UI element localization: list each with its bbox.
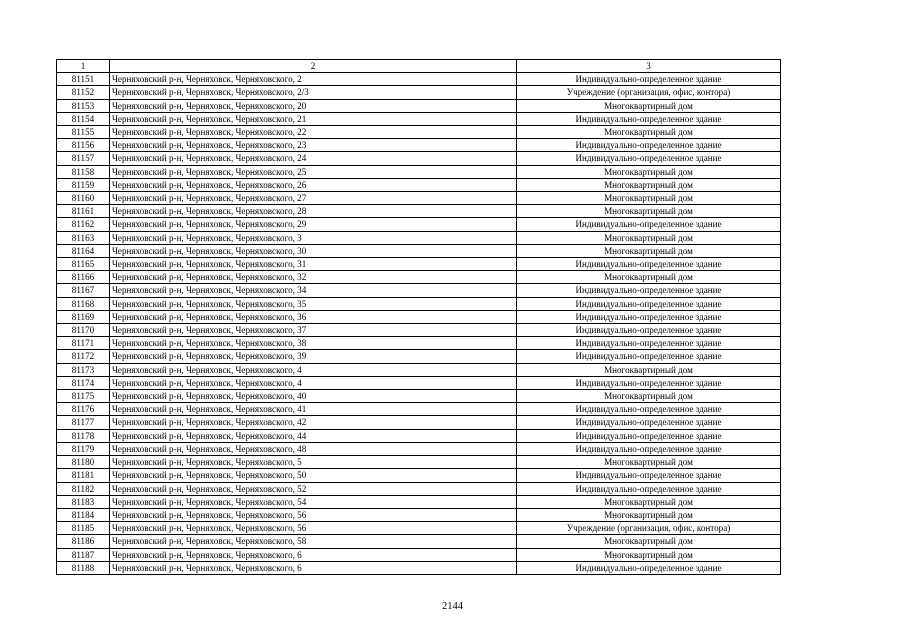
row-type-cell: Индивидуально-определенное здание <box>517 152 781 165</box>
row-id-cell: 81185 <box>57 522 110 535</box>
row-type-cell: Индивидуально-определенное здание <box>517 416 781 429</box>
row-id-cell: 81164 <box>57 244 110 257</box>
table-row <box>57 522 781 535</box>
row-address-cell: Черняховский р-н, Черняховск, Черняховского, 52 <box>110 482 517 495</box>
row-address-cell: Черняховский р-н, Черняховск, Черняховского, 44 <box>110 429 517 442</box>
row-address-cell: Черняховский р-н, Черняховск, Черняховского, 21 <box>110 112 517 125</box>
row-address-cell: Черняховский р-н, Черняховск, Черняховского, 29 <box>110 218 517 231</box>
row-id-cell: 81162 <box>57 218 110 231</box>
row-type-cell: Многоквартирный дом <box>517 495 781 508</box>
table-row <box>57 456 781 469</box>
row-id-cell: 81176 <box>57 403 110 416</box>
row-id-cell: 81165 <box>57 258 110 271</box>
table-row <box>57 548 781 561</box>
row-id-cell: 81161 <box>57 205 110 218</box>
table-row <box>57 535 781 548</box>
row-id-cell: 81173 <box>57 363 110 376</box>
table-row <box>57 403 781 416</box>
row-address-cell: Черняховский р-н, Черняховск, Черняховского, 58 <box>110 535 517 548</box>
page-number: 2144 <box>442 601 463 612</box>
row-type-cell: Индивидуально-определенное здание <box>517 112 781 125</box>
table-row <box>57 231 781 244</box>
row-type-cell: Индивидуально-определенное здание <box>517 350 781 363</box>
row-id-cell: 81156 <box>57 139 110 152</box>
row-id-cell: 81172 <box>57 350 110 363</box>
header-cell-1: 1 <box>57 60 110 73</box>
row-id-cell: 81169 <box>57 310 110 323</box>
row-address-cell: Черняховский р-н, Черняховск, Черняховского, 24 <box>110 152 517 165</box>
row-address-cell: Черняховский р-н, Черняховск, Черняховского, 42 <box>110 416 517 429</box>
table-row <box>57 178 781 191</box>
row-address-cell: Черняховский р-н, Черняховск, Черняховского, 39 <box>110 350 517 363</box>
table-row <box>57 429 781 442</box>
row-type-cell: Индивидуально-определенное здание <box>517 376 781 389</box>
row-id-cell: 81166 <box>57 271 110 284</box>
table-row <box>57 376 781 389</box>
row-address-cell: Черняховский р-н, Черняховск, Черняховского, 54 <box>110 495 517 508</box>
row-address-cell: Черняховский р-н, Черняховск, Черняховского, 35 <box>110 297 517 310</box>
table-row <box>57 165 781 178</box>
row-address-cell: Черняховский р-н, Черняховск, Черняховского, 4 <box>110 376 517 389</box>
row-address-cell: Черняховский р-н, Черняховск, Черняховского, 40 <box>110 390 517 403</box>
table-row <box>57 482 781 495</box>
row-type-cell: Индивидуально-определенное здание <box>517 324 781 337</box>
row-id-cell: 81157 <box>57 152 110 165</box>
row-address-cell: Черняховский р-н, Черняховск, Черняховского, 56 <box>110 508 517 521</box>
table-row <box>57 192 781 205</box>
row-id-cell: 81158 <box>57 165 110 178</box>
table-row <box>57 284 781 297</box>
row-type-cell: Многоквартирный дом <box>517 535 781 548</box>
table-row <box>57 112 781 125</box>
table-row <box>57 152 781 165</box>
table-row <box>57 469 781 482</box>
row-address-cell: Черняховский р-н, Черняховск, Черняховского, 3 <box>110 231 517 244</box>
row-id-cell: 81178 <box>57 429 110 442</box>
table-row <box>57 508 781 521</box>
table-header-row <box>57 60 781 73</box>
row-type-cell: Многоквартирный дом <box>517 244 781 257</box>
row-id-cell: 81188 <box>57 561 110 574</box>
row-address-cell: Черняховский р-н, Черняховск, Черняховского, 28 <box>110 205 517 218</box>
row-type-cell: Индивидуально-определенное здание <box>517 442 781 455</box>
table-row <box>57 139 781 152</box>
table-row <box>57 218 781 231</box>
row-address-cell: Черняховский р-н, Черняховск, Черняховского, 25 <box>110 165 517 178</box>
row-type-cell: Индивидуально-определенное здание <box>517 297 781 310</box>
row-address-cell: Черняховский р-н, Черняховск, Черняховского, 34 <box>110 284 517 297</box>
row-type-cell: Многоквартирный дом <box>517 271 781 284</box>
table-row <box>57 73 781 86</box>
row-type-cell: Многоквартирный дом <box>517 126 781 139</box>
row-address-cell: Черняховский р-н, Черняховск, Черняховского, 48 <box>110 442 517 455</box>
table-row <box>57 324 781 337</box>
row-type-cell: Многоквартирный дом <box>517 363 781 376</box>
row-id-cell: 81171 <box>57 337 110 350</box>
row-type-cell: Индивидуально-определенное здание <box>517 139 781 152</box>
row-id-cell: 81183 <box>57 495 110 508</box>
row-type-cell: Многоквартирный дом <box>517 99 781 112</box>
row-id-cell: 81154 <box>57 112 110 125</box>
row-address-cell: Черняховский р-н, Черняховск, Черняховского, 4 <box>110 363 517 376</box>
row-address-cell: Черняховский р-н, Черняховск, Черняховского, 6 <box>110 561 517 574</box>
table-row <box>57 350 781 363</box>
table-row <box>57 310 781 323</box>
table-row <box>57 258 781 271</box>
row-type-cell: Индивидуально-определенное здание <box>517 284 781 297</box>
row-type-cell: Индивидуально-определенное здание <box>517 73 781 86</box>
row-id-cell: 81180 <box>57 456 110 469</box>
row-address-cell: Черняховский р-н, Черняховск, Черняховского, 5 <box>110 456 517 469</box>
row-id-cell: 81167 <box>57 284 110 297</box>
row-address-cell: Черняховский р-н, Черняховск, Черняховского, 32 <box>110 271 517 284</box>
data-table <box>56 59 781 575</box>
row-address-cell: Черняховский р-н, Черняховск, Черняховского, 50 <box>110 469 517 482</box>
row-id-cell: 81186 <box>57 535 110 548</box>
row-id-cell: 81187 <box>57 548 110 561</box>
table-row <box>57 416 781 429</box>
row-address-cell: Черняховский р-н, Черняховск, Черняховского, 30 <box>110 244 517 257</box>
row-id-cell: 81160 <box>57 192 110 205</box>
table-row <box>57 126 781 139</box>
row-id-cell: 81179 <box>57 442 110 455</box>
row-id-cell: 81152 <box>57 86 110 99</box>
row-id-cell: 81184 <box>57 508 110 521</box>
header-cell-3: 3 <box>517 60 781 73</box>
row-type-cell: Индивидуально-определенное здание <box>517 218 781 231</box>
table-body <box>57 60 781 575</box>
table-row <box>57 86 781 99</box>
row-type-cell: Индивидуально-определенное здание <box>517 482 781 495</box>
row-type-cell: Индивидуально-определенное здание <box>517 258 781 271</box>
table-row <box>57 244 781 257</box>
row-id-cell: 81153 <box>57 99 110 112</box>
row-type-cell: Индивидуально-определенное здание <box>517 337 781 350</box>
row-type-cell: Многоквартирный дом <box>517 390 781 403</box>
row-id-cell: 81168 <box>57 297 110 310</box>
row-id-cell: 81155 <box>57 126 110 139</box>
table-row <box>57 99 781 112</box>
row-id-cell: 81181 <box>57 469 110 482</box>
row-type-cell: Многоквартирный дом <box>517 192 781 205</box>
row-id-cell: 81170 <box>57 324 110 337</box>
row-id-cell: 81182 <box>57 482 110 495</box>
table-row <box>57 205 781 218</box>
row-address-cell: Черняховский р-н, Черняховск, Черняховского, 23 <box>110 139 517 152</box>
row-address-cell: Черняховский р-н, Черняховск, Черняховского, 31 <box>110 258 517 271</box>
table-row <box>57 297 781 310</box>
row-address-cell: Черняховский р-н, Черняховск, Черняховского, 41 <box>110 403 517 416</box>
table-row <box>57 337 781 350</box>
row-address-cell: Черняховский р-н, Черняховск, Черняховского, 2/3 <box>110 86 517 99</box>
row-id-cell: 81159 <box>57 178 110 191</box>
row-address-cell: Черняховский р-н, Черняховск, Черняховского, 2 <box>110 73 517 86</box>
row-type-cell: Многоквартирный дом <box>517 508 781 521</box>
table-row <box>57 561 781 574</box>
table-row <box>57 495 781 508</box>
row-address-cell: Черняховский р-н, Черняховск, Черняховского, 20 <box>110 99 517 112</box>
row-address-cell: Черняховский р-н, Черняховск, Черняховского, 26 <box>110 178 517 191</box>
row-address-cell: Черняховский р-н, Черняховск, Черняховского, 36 <box>110 310 517 323</box>
row-address-cell: Черняховский р-н, Черняховск, Черняховского, 37 <box>110 324 517 337</box>
row-type-cell: Многоквартирный дом <box>517 231 781 244</box>
row-type-cell: Многоквартирный дом <box>517 456 781 469</box>
row-id-cell: 81175 <box>57 390 110 403</box>
row-id-cell: 81177 <box>57 416 110 429</box>
table-row <box>57 363 781 376</box>
row-address-cell: Черняховский р-н, Черняховск, Черняховского, 27 <box>110 192 517 205</box>
row-type-cell: Учреждение (организация, офис, контора) <box>517 86 781 99</box>
row-type-cell: Индивидуально-определенное здание <box>517 403 781 416</box>
row-id-cell: 81163 <box>57 231 110 244</box>
row-type-cell: Многоквартирный дом <box>517 165 781 178</box>
row-type-cell: Многоквартирный дом <box>517 178 781 191</box>
table-row <box>57 442 781 455</box>
row-address-cell: Черняховский р-н, Черняховск, Черняховского, 22 <box>110 126 517 139</box>
row-type-cell: Многоквартирный дом <box>517 205 781 218</box>
row-id-cell: 81174 <box>57 376 110 389</box>
row-type-cell: Многоквартирный дом <box>517 548 781 561</box>
table-row <box>57 271 781 284</box>
row-address-cell: Черняховский р-н, Черняховск, Черняховского, 38 <box>110 337 517 350</box>
row-type-cell: Индивидуально-определенное здание <box>517 561 781 574</box>
row-id-cell: 81151 <box>57 73 110 86</box>
row-type-cell: Индивидуально-определенное здание <box>517 429 781 442</box>
row-type-cell: Индивидуально-определенное здание <box>517 310 781 323</box>
table-row <box>57 390 781 403</box>
row-type-cell: Учреждение (организация, офис, контора) <box>517 522 781 535</box>
header-cell-2: 2 <box>110 60 517 73</box>
row-type-cell: Индивидуально-определенное здание <box>517 469 781 482</box>
row-address-cell: Черняховский р-н, Черняховск, Черняховского, 56 <box>110 522 517 535</box>
row-address-cell: Черняховский р-н, Черняховск, Черняховского, 6 <box>110 548 517 561</box>
